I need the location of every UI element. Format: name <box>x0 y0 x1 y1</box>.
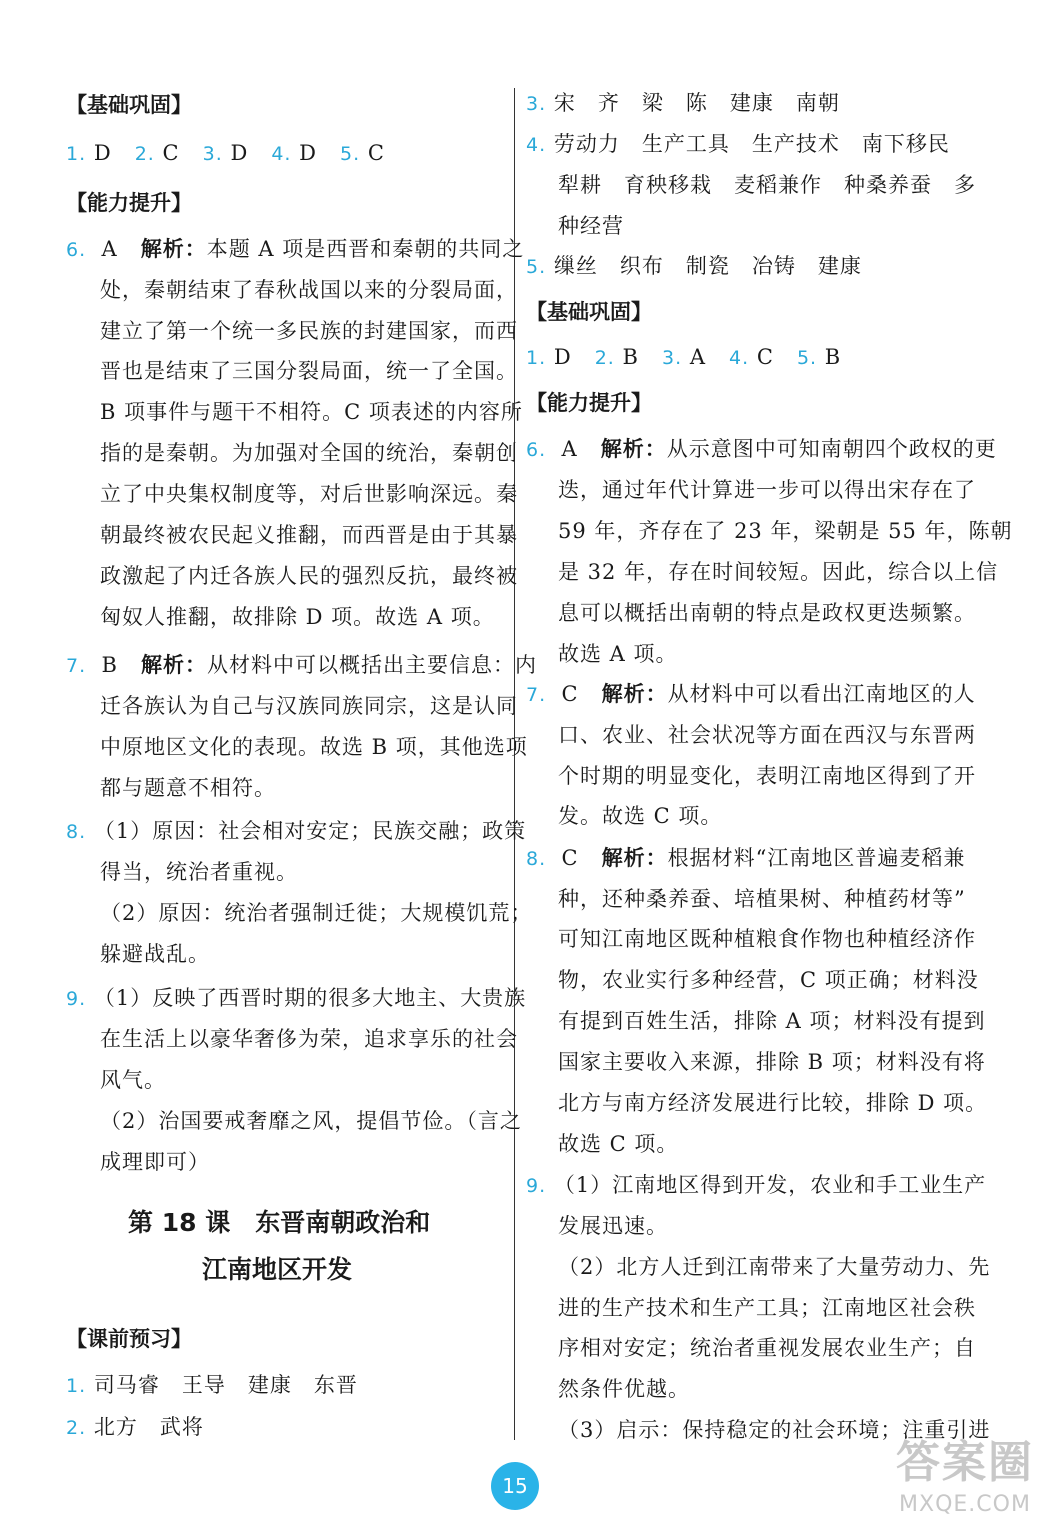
analysis-text: 息可以概括出南朝的特点是政权更迭频繁。 <box>558 601 976 625</box>
analysis-text: 朝最终被农民起义推翻，而西晋是由于其暴 <box>100 523 518 547</box>
mc-answer-row <box>526 344 841 371</box>
section-heading-preview: 【课前预习】 <box>66 1326 192 1351</box>
question-6-first-line <box>66 236 524 263</box>
question-number: 2. <box>594 347 615 369</box>
answer-text: 然条件优越。 <box>558 1377 690 1401</box>
lesson-title-line-2: 江南地区开发 <box>202 1255 353 1284</box>
question-6-first-line <box>526 436 997 463</box>
analysis-text: 建立了第一个统一多民族的封建国家，而西 <box>100 319 518 343</box>
answer-text: （1）江南地区得到开发，农业和手工业生产 <box>553 1173 987 1197</box>
analysis-text: B 项事件与题干不相符。C 项表述的内容所 <box>100 400 523 424</box>
answer-text: （1）原因：社会相对安定；民族交融；政策 <box>93 819 527 843</box>
analysis-text: 从材料中可以概括出主要信息：内 <box>206 653 537 677</box>
question-number: 1. <box>66 143 87 165</box>
question-number: 7. <box>66 655 87 677</box>
analysis-text: 故选 C 项。 <box>558 1132 679 1156</box>
analysis-text: 种，还种桑养蚕、培植果树、种植药材等” <box>558 887 966 911</box>
question-number: 3. <box>202 143 223 165</box>
preview-answer-1 <box>66 1372 358 1399</box>
answer: C <box>367 141 385 165</box>
answer: C <box>561 846 579 870</box>
analysis-text: 本题 A 项是西晋和秦朝的共同之 <box>206 237 525 261</box>
answer: B <box>622 345 639 369</box>
preview-answer-4 <box>526 131 950 158</box>
analysis-text: 指的是秦朝。为加强对全国的统治，秦朝创 <box>100 441 518 465</box>
answer: D <box>93 141 112 165</box>
analysis-text: 立了中央集权制度等，对后世影响深远。秦 <box>100 482 518 506</box>
question-number: 9. <box>526 1175 547 1197</box>
analysis-text: 故选 A 项。 <box>558 642 678 666</box>
analysis-text: 政激起了内迁各族人民的强烈反抗，最终被 <box>100 564 518 588</box>
question-number: 3. <box>662 347 683 369</box>
answer-text: 劳动力 生产工具 生产技术 南下移民 <box>553 132 950 156</box>
answer-text: 躲避战乱。 <box>100 942 210 966</box>
question-number: 1. <box>526 347 547 369</box>
analysis-text: 中原地区文化的表现。故选 B 项，其他选项 <box>100 735 528 759</box>
question-number: 6. <box>66 239 87 261</box>
answer-text: 北方 武将 <box>93 1415 204 1439</box>
analysis-text: 从示意图中可知南朝四个政权的更 <box>666 437 997 461</box>
question-9-first-line <box>526 1172 986 1199</box>
answer: B <box>101 653 118 677</box>
answer: C <box>162 141 180 165</box>
question-number: 1. <box>66 1375 87 1397</box>
answer-text: （2）北方人迁到江南带来了大量劳动力、先 <box>558 1255 991 1279</box>
answer: C <box>756 345 774 369</box>
question-number: 8. <box>526 848 547 870</box>
section-heading-advanced: 【能力提升】 <box>526 390 652 415</box>
analysis-text: 迁各族认为自己与汉族同族同宗，这是认同 <box>100 694 518 718</box>
analysis-text: 处，秦朝结束了春秋战国以来的分裂局面， <box>100 278 518 302</box>
answer-text: 犁耕 育秧移栽 麦稻兼作 种桑养蚕 多 <box>558 173 976 197</box>
question-7-first-line <box>526 681 976 708</box>
analysis-label: 解析： <box>140 652 207 677</box>
answer-text: 得当，统治者重视。 <box>100 860 298 884</box>
analysis-label: 解析： <box>601 681 668 706</box>
answer-text: （3）启示：保持稳定的社会环境；注重引进 <box>558 1418 991 1442</box>
answer: A <box>101 237 118 261</box>
question-8-first-line <box>526 845 965 872</box>
analysis-text: 根据材料“江南地区普遍麦稻兼 <box>667 846 966 870</box>
preview-answer-5 <box>526 253 862 280</box>
answer: D <box>553 345 572 369</box>
watermark-logo <box>880 1436 1050 1528</box>
answer: A <box>561 437 578 461</box>
preview-answer-3 <box>526 90 840 117</box>
answer-text: 种经营 <box>558 214 624 238</box>
analysis-text: 国家主要收入来源，排除 B 项；材料没有将 <box>558 1050 986 1074</box>
analysis-text: 晋也是结束了三国分裂局面，统一了全国。 <box>100 359 518 383</box>
analysis-text: 北方与南方经济发展进行比较，排除 D 项。 <box>558 1091 988 1115</box>
answer-text: 宋 齐 梁 陈 建康 南朝 <box>553 91 840 115</box>
question-7-first-line <box>66 652 537 679</box>
analysis-label: 解析： <box>601 845 668 870</box>
analysis-text: 可知江南地区既种植粮食作物也种植经济作 <box>558 927 976 951</box>
question-number: 5. <box>796 347 818 369</box>
answer-text: 缫丝 织布 制瓷 冶铸 建康 <box>553 254 862 278</box>
answer-text: 司马睿 王导 建康 东晋 <box>93 1373 358 1397</box>
question-number: 5. <box>340 143 361 165</box>
section-heading-basic: 【基础巩固】 <box>66 92 192 117</box>
analysis-text: 匈奴人推翻，故排除 D 项。故选 A 项。 <box>100 605 495 629</box>
question-8-first-line <box>66 818 526 845</box>
lesson-title-line-1: 第 18 课 东晋南朝政治和 <box>128 1208 431 1237</box>
question-number: 2. <box>66 1417 87 1439</box>
answer-text: 风气。 <box>100 1068 166 1092</box>
answer: D <box>230 141 249 165</box>
analysis-text: 个时期的明显变化，表明江南地区得到了开 <box>558 764 976 788</box>
analysis-text: 口、农业、社会状况等方面在西汉与东晋两 <box>558 723 976 747</box>
analysis-text: 迭，通过年代计算进一步可以得出宋存在了 <box>558 478 976 502</box>
answer: D <box>299 141 318 165</box>
question-number: 5. <box>526 256 547 278</box>
analysis-text: 59 年，齐存在了 23 年，梁朝是 55 年，陈朝 <box>558 519 1013 543</box>
question-number: 4. <box>526 134 547 156</box>
question-number: 3. <box>526 93 547 115</box>
watermark-url: MXQE.COM <box>899 1492 1031 1517</box>
analysis-text: 是 32 年，存在时间较短。因此，综合以上信 <box>558 560 999 584</box>
answer: A <box>689 345 706 369</box>
question-number: 2. <box>134 143 155 165</box>
analysis-text: 都与题意不相符。 <box>100 776 276 800</box>
page-number: 15 <box>491 1462 539 1510</box>
mc-answer-row <box>66 140 385 167</box>
answer-text: 发展迅速。 <box>558 1214 668 1238</box>
analysis-label: 解析： <box>600 436 667 461</box>
answer: C <box>561 682 579 706</box>
question-9-first-line <box>66 985 526 1012</box>
analysis-text: 有提到百姓生活，排除 A 项；材料没有提到 <box>558 1009 986 1033</box>
question-number: 9. <box>66 988 87 1010</box>
question-number: 4. <box>729 347 750 369</box>
question-number: 7. <box>526 684 547 706</box>
answer-text: 在生活上以豪华奢侈为荣，追求享乐的社会 <box>100 1027 518 1051</box>
section-heading-basic: 【基础巩固】 <box>526 299 652 324</box>
answer-text: 序相对安定；统治者重视发展农业生产；自 <box>558 1336 976 1360</box>
analysis-text: 发。故选 C 项。 <box>558 804 723 828</box>
answer-text: （2）治国要戒奢靡之风，提倡节俭。（言之 <box>100 1109 522 1133</box>
answer-text: （2）原因：统治者强制迁徙；大规模饥荒； <box>100 901 533 925</box>
analysis-text: 从材料中可以看出江南地区的人 <box>667 682 976 706</box>
section-heading-advanced: 【能力提升】 <box>66 190 192 215</box>
answer: B <box>824 345 842 369</box>
question-number: 8. <box>66 821 87 843</box>
preview-answer-2 <box>66 1414 204 1441</box>
answer-text: （1）反映了西晋时期的很多大地主、大贵族 <box>93 986 527 1010</box>
answer-text: 成理即可） <box>100 1150 210 1174</box>
question-number: 4. <box>271 143 292 165</box>
watermark-text: 答案圈 <box>896 1437 1034 1488</box>
answer-text: 进的生产技术和生产工具；江南地区社会秩 <box>558 1296 976 1320</box>
analysis-text: 物，农业实行多种经营，C 项正确；材料没 <box>558 968 979 992</box>
analysis-label: 解析： <box>140 236 207 261</box>
question-number: 6. <box>526 439 547 461</box>
